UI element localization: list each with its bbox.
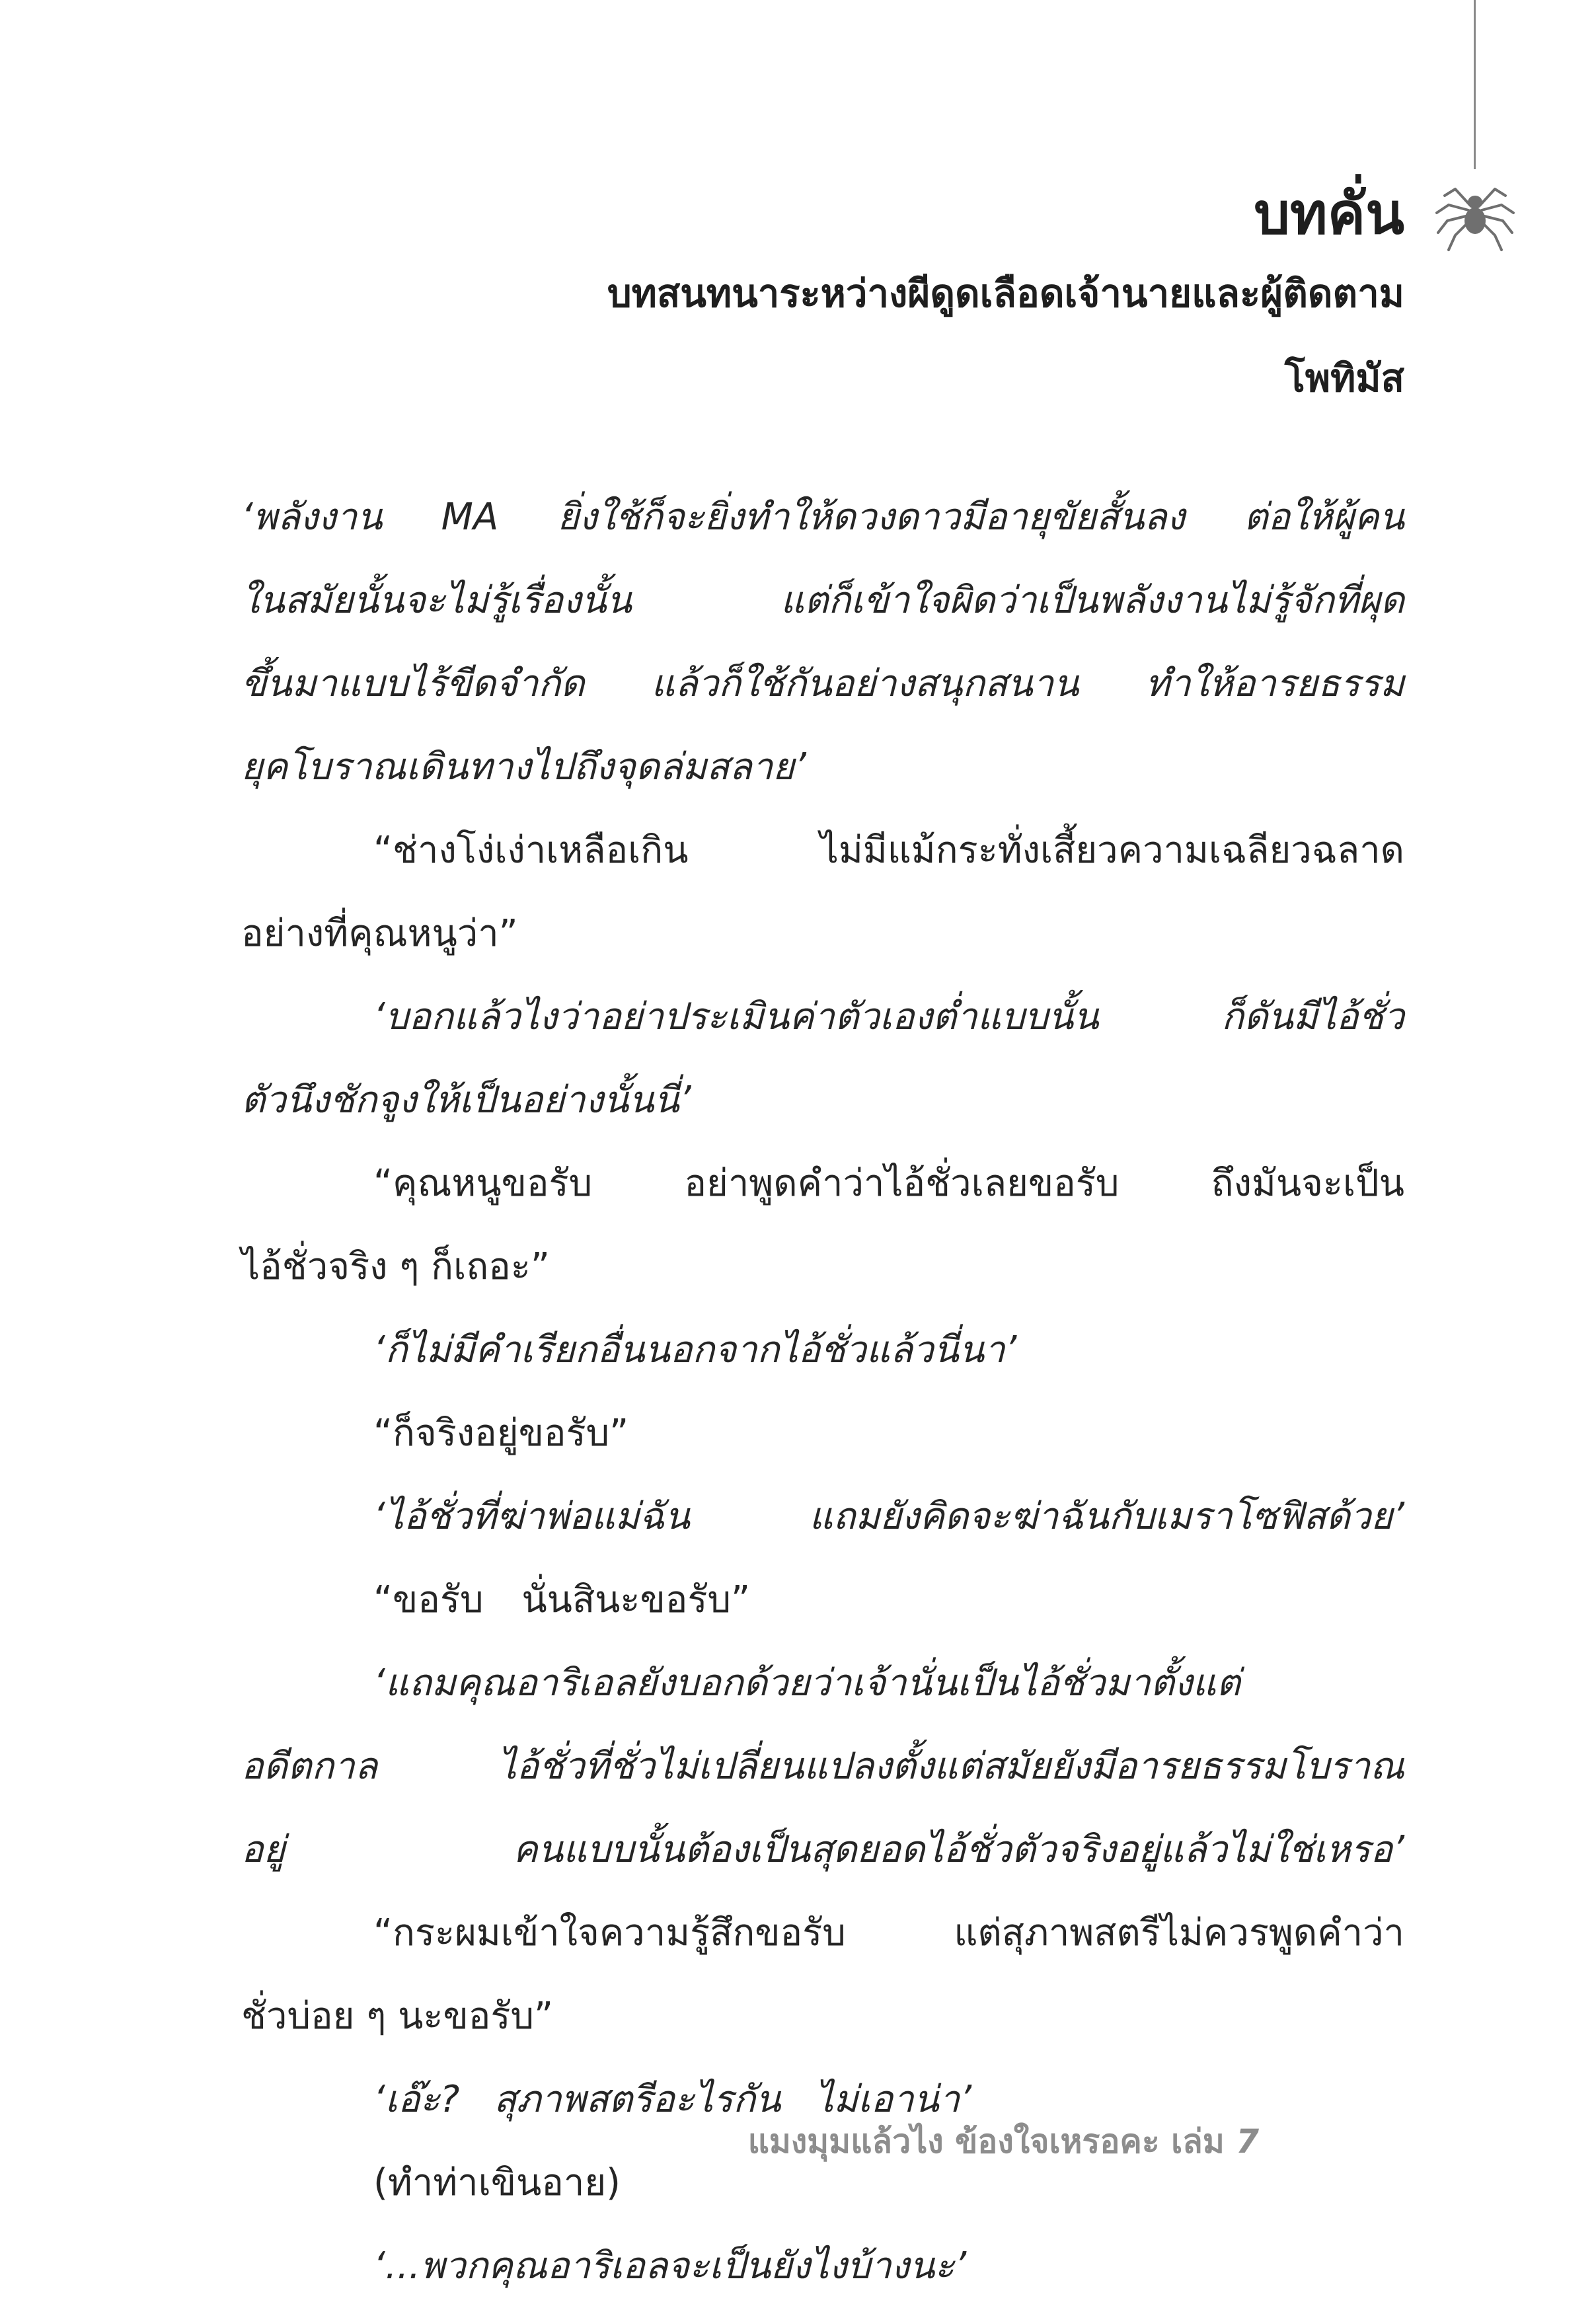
- text-segment: (ทำท่าเขินอาย): [373, 2161, 621, 2204]
- text-segment: ‘เอ๊ะ?: [373, 2078, 460, 2121]
- text-segment: ยุคโบราณเดินทางไปถึงจุดล่มสลาย’: [241, 746, 806, 789]
- text-segment: แต่สุภาพสตรีไม่ควรพูดคำว่า: [954, 1911, 1404, 1954]
- text-segment: ถึงมันจะเป็น: [1211, 1162, 1404, 1205]
- text-segment: “ขอรับ: [373, 1578, 484, 1621]
- text-segment: “กระผมเข้าใจความรู้สึกขอรับ: [373, 1911, 846, 1954]
- chapter-header: [607, 177, 1404, 420]
- text-segment: ตัวนึงชักจูงให้เป็นอย่างนั้นนี่’: [241, 1079, 691, 1122]
- text-line: [241, 1225, 1404, 1309]
- spider-thread: [1474, 0, 1476, 169]
- text-line: [241, 1558, 1404, 1642]
- book-title: แมงมุมแล้วไง ข้องใจเหรอคะ เล่ม: [747, 2122, 1225, 2161]
- text-segment: ‘...พวกคุณอาริเอลจะเป็นยังไงบ้างนะ’: [373, 2245, 967, 2288]
- text-segment: ขึ้นมาแบบไร้ขีดจำกัด: [241, 662, 585, 705]
- text-line: [241, 1392, 1404, 1475]
- text-line: [241, 1059, 1404, 1142]
- text-segment: แล้วก็ใช้กันอย่างสนุกสนาน: [651, 662, 1079, 705]
- text-line: [241, 559, 1404, 642]
- text-segment: ไม่มีแม้กระทั่งเสี้ยวความเฉลียวฉลาด: [819, 829, 1404, 872]
- text-segment: อย่างที่คุณหนูว่า”: [241, 912, 518, 955]
- text-segment: ยิ่งใช้ก็จะยิ่งทำให้ดวงดาวมีอายุขัยสั้นลง: [557, 496, 1185, 539]
- text-segment: ก็ดันมีไอ้ชั่ว: [1221, 995, 1404, 1038]
- text-segment: ในสมัยนั้นจะไม่รู้เรื่องนั้น: [241, 579, 632, 622]
- text-line: [241, 1475, 1404, 1558]
- text-segment: อย่าพูดคำว่าไอ้ชั่วเลยขอรับ: [684, 1162, 1120, 1205]
- text-line: [241, 892, 1404, 976]
- running-footer: [748, 2118, 1259, 2165]
- text-segment: แถมยังคิดจะฆ่าฉันกับเมราโซฟิสด้วย’: [809, 1495, 1404, 1538]
- text-line: [241, 1642, 1404, 1725]
- text-segment: ‘แถมคุณอาริเอลยังบอกด้วยว่าเจ้านั่นเป็นไอ้ชั่วมาตั้งแต่: [373, 1662, 1240, 1705]
- text-segment: ชั่วบ่อย ๆ นะขอรับ”: [241, 1995, 554, 2038]
- text-segment: คนแบบนั้นต้องเป็นสุดยอดไอ้ชั่วตัวจริงอยู่แล้วไม่ใช่เหรอ’: [513, 1828, 1404, 1871]
- text-segment: ทำให้อารยธรรม: [1145, 662, 1404, 705]
- text-segment: อดีตกาล: [241, 1745, 378, 1788]
- text-segment: สุภาพสตรีอะไรกัน: [494, 2078, 781, 2121]
- text-segment: ‘ไอ้ชั่วที่ฆ่าพ่อแม่ฉัน: [373, 1495, 690, 1538]
- text-segment: MA: [441, 496, 499, 539]
- text-segment: นั่นสินะขอรับ”: [521, 1578, 751, 1621]
- text-segment: “ช่างโง่เง่าเหลือเกิน: [373, 829, 689, 872]
- spider-icon: [1433, 167, 1517, 256]
- text-segment: แต่ก็เข้าใจผิดว่าเป็นพลังงานไม่รู้จักที่ผุด: [780, 579, 1404, 622]
- text-line: [241, 1309, 1404, 1392]
- text-segment: ‘บอกแล้วไงว่าอย่าประเมินค่าตัวเองต่ำแบบนั้น: [373, 995, 1099, 1038]
- text-segment: ไอ้ชั่วจริง ๆ ก็เถอะ”: [241, 1245, 550, 1288]
- text-segment: ‘พลังงาน: [241, 496, 383, 539]
- text-segment: “ก็จริงอยู่ขอรับ”: [373, 1412, 629, 1455]
- text-line: [241, 1892, 1404, 1975]
- volume-number: 7: [1236, 2122, 1259, 2161]
- chapter-subtitle-line-2: โพทิมัส: [1284, 356, 1404, 401]
- text-segment: ไม่เอาน่า’: [815, 2078, 972, 2121]
- text-line: [241, 809, 1404, 892]
- text-segment: ‘ก็ไม่มีคำเรียกอื่นนอกจากไอ้ชั่วแล้วนี่นา’: [373, 1328, 1017, 1371]
- text-line: [241, 1808, 1404, 1892]
- text-line: [241, 476, 1404, 559]
- text-line: [241, 1725, 1404, 1808]
- chapter-subtitle-line-1: บทสนทนาระหว่างผีดูดเลือดเจ้านายและผู้ติดตาม: [607, 271, 1404, 316]
- chapter-title: บทคั่น: [1254, 181, 1404, 247]
- text-line: [241, 726, 1404, 809]
- text-segment: อยู่: [241, 1828, 285, 1871]
- text-line: [241, 2225, 1404, 2308]
- text-segment: ไอ้ชั่วที่ชั่วไม่เปลี่ยนแปลงตั้งแต่สมัยยังมีอารยธรรมโบราณ: [498, 1745, 1404, 1788]
- text-line: [241, 642, 1404, 726]
- text-line: [241, 1975, 1404, 2058]
- text-line: [241, 1142, 1404, 1225]
- body-text: [241, 476, 1404, 2308]
- text-line: [241, 976, 1404, 1059]
- text-segment: ต่อให้ผู้คน: [1244, 496, 1404, 539]
- text-segment: “คุณหนูขอรับ: [373, 1162, 593, 1205]
